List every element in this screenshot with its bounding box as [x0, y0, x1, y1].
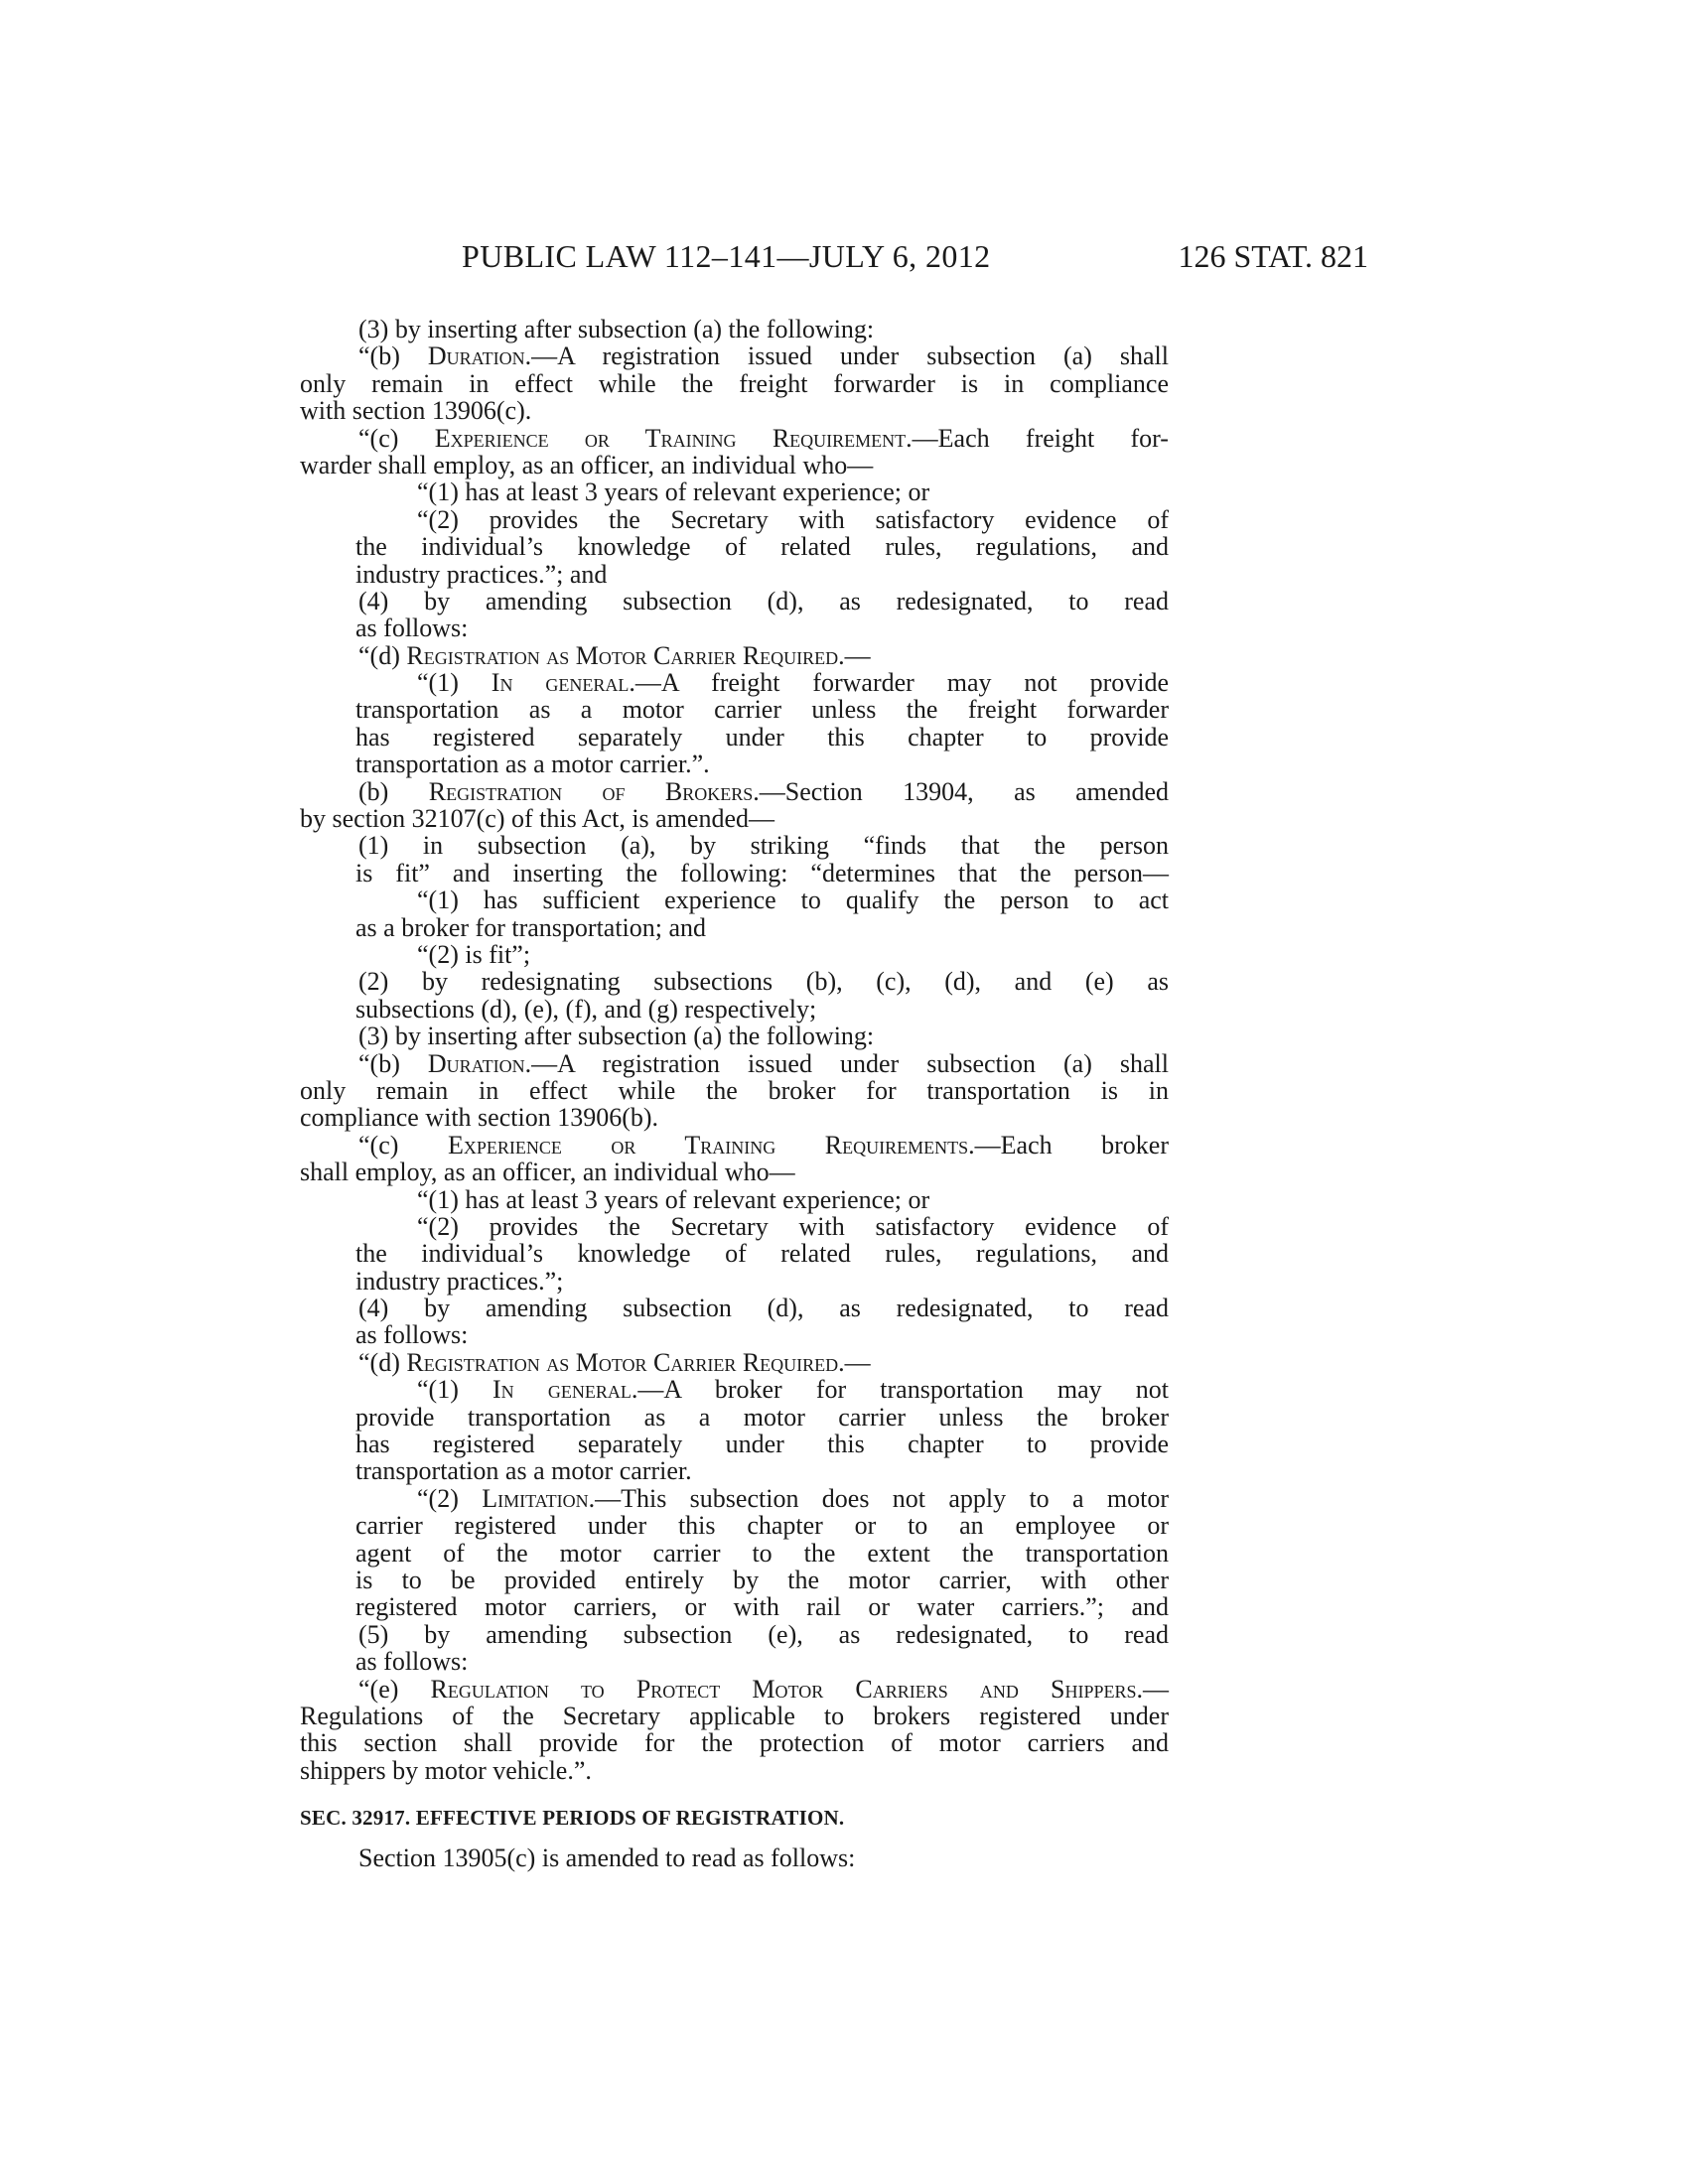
section-text: Section 13905(c) is amended to read as follows:: [358, 1843, 856, 1873]
section-heading: SEC. 32917. EFFECTIVE PERIODS OF REGISTRATION.: [300, 1806, 845, 1831]
text-line: subsections (d), (e), (f), and (g) respectively;: [355, 994, 817, 1024]
text-line: “(2) is fit”;: [417, 939, 531, 969]
document-body: [300, 316, 1169, 1872]
text-line: compliance with section 13906(b).: [300, 1103, 659, 1133]
text-line: industry practices.”; and: [355, 559, 608, 589]
text-line: (3) by inserting after subsection (a) the following:: [358, 1022, 875, 1051]
text-line: industry practices.”;: [355, 1266, 564, 1296]
text-line: has registered separately under this chapter to provide: [355, 1430, 1169, 1459]
text-line: (3) by inserting after subsection (a) the following:: [358, 315, 875, 343]
text-line: only remain in effect while the freight forwarder is in compliance: [300, 368, 1169, 398]
text-line: only remain in effect while the broker for transportation is in: [300, 1075, 1169, 1105]
text-line: as follows:: [355, 614, 469, 643]
text-line: this section shall provide for the protection of motor carriers and: [300, 1728, 1169, 1758]
text-line: (5) by amending subsection (e), as redesignated, to read: [358, 1619, 1169, 1649]
text-line: transportation as a motor carrier.: [355, 1456, 692, 1486]
text-line: with section 13906(c).: [300, 396, 532, 426]
text-line: has registered separately under this chapter to provide: [355, 722, 1169, 751]
page-header: [298, 238, 1368, 278]
running-head-title: PUBLIC LAW 112–141—JULY 6, 2012: [462, 238, 991, 274]
text-line: (1) in subsection (a), by striking “finds that the person: [358, 831, 1169, 861]
text-line: “(e) Regulation to Protect Motor Carriers and Shippers.—: [358, 1674, 1169, 1704]
text-line: “(1) In general.—A broker for transportation may not: [417, 1375, 1169, 1405]
text-line: “(2) provides the Secretary with satisfactory evidence of: [417, 504, 1169, 534]
text-line: as a broker for transportation; and: [355, 912, 707, 942]
text-line: (2) by redesignating subsections (b), (c), (d), and (e) as: [358, 967, 1169, 997]
text-line: is to be provided entirely by the motor carrier, with other: [355, 1565, 1169, 1594]
text-line: carrier registered under this chapter or to an employee or: [355, 1511, 1169, 1541]
text-line: as follows:: [355, 1320, 469, 1350]
text-line: the individual’s knowledge of related rules, regulations, and: [355, 532, 1169, 562]
text-line: “(1) has at least 3 years of relevant experience; or: [417, 478, 930, 507]
text-line: “(2) provides the Secretary with satisfactory evidence of: [417, 1211, 1169, 1241]
text-line: provide transportation as a motor carrier unless the broker: [355, 1402, 1169, 1432]
text-line: registered motor carriers, or with rail or water carriers.”; and: [355, 1592, 1169, 1622]
text-line: “(b) Duration.—A registration issued under subsection (a) shall: [358, 341, 1169, 371]
text-line: “(1) has sufficient experience to qualify the person to act: [417, 886, 1169, 915]
text-line: “(1) has at least 3 years of relevant experience; or: [417, 1184, 930, 1214]
text-line: transportation as a motor carrier unless the freight forwarder: [355, 695, 1169, 725]
text-line: as follows:: [355, 1647, 469, 1677]
text-line: “(c) Experience or Training Requirements.—Each broker: [358, 1130, 1170, 1160]
text-line: agent of the motor carrier to the extent the transportation: [355, 1538, 1169, 1568]
text-line: warder shall employ, as an officer, an individual who—: [300, 450, 874, 479]
text-line: (b) Registration of Brokers.—Section 13904, as amended: [358, 776, 1169, 806]
text-line: “(d) Registration as Motor Carrier Required.—: [358, 1347, 871, 1377]
text-line: “(d) Registration as Motor Carrier Required.—: [358, 640, 871, 670]
text-line: transportation as a motor carrier.”.: [355, 750, 710, 779]
text-line: the individual’s knowledge of related rules, regulations, and: [355, 1239, 1169, 1269]
text-line: “(b) Duration.—A registration issued under subsection (a) shall: [358, 1048, 1169, 1078]
text-line: (4) by amending subsection (d), as redesignated, to read: [358, 586, 1169, 615]
text-line: by section 32107(c) of this Act, is amended—: [300, 804, 775, 834]
text-line: (4) by amending subsection (d), as redesignated, to read: [358, 1294, 1169, 1323]
text-line: “(2) Limitation.—This subsection does not apply to a motor: [417, 1483, 1169, 1513]
text-line: is fit” and inserting the following: “determines that the person—: [355, 858, 1169, 887]
page-stat-number: 126 STAT. 821: [1178, 238, 1368, 274]
text-line: “(1) In general.—A freight forwarder may not provide: [417, 668, 1170, 698]
text-line: “(c) Experience or Training Requirement.—Each freight for-: [358, 423, 1169, 453]
text-line: shippers by motor vehicle.”.: [300, 1755, 592, 1785]
text-line: Regulations of the Secretary applicable to brokers registered under: [300, 1701, 1169, 1730]
text-line: shall employ, as an officer, an individual who—: [300, 1158, 795, 1187]
